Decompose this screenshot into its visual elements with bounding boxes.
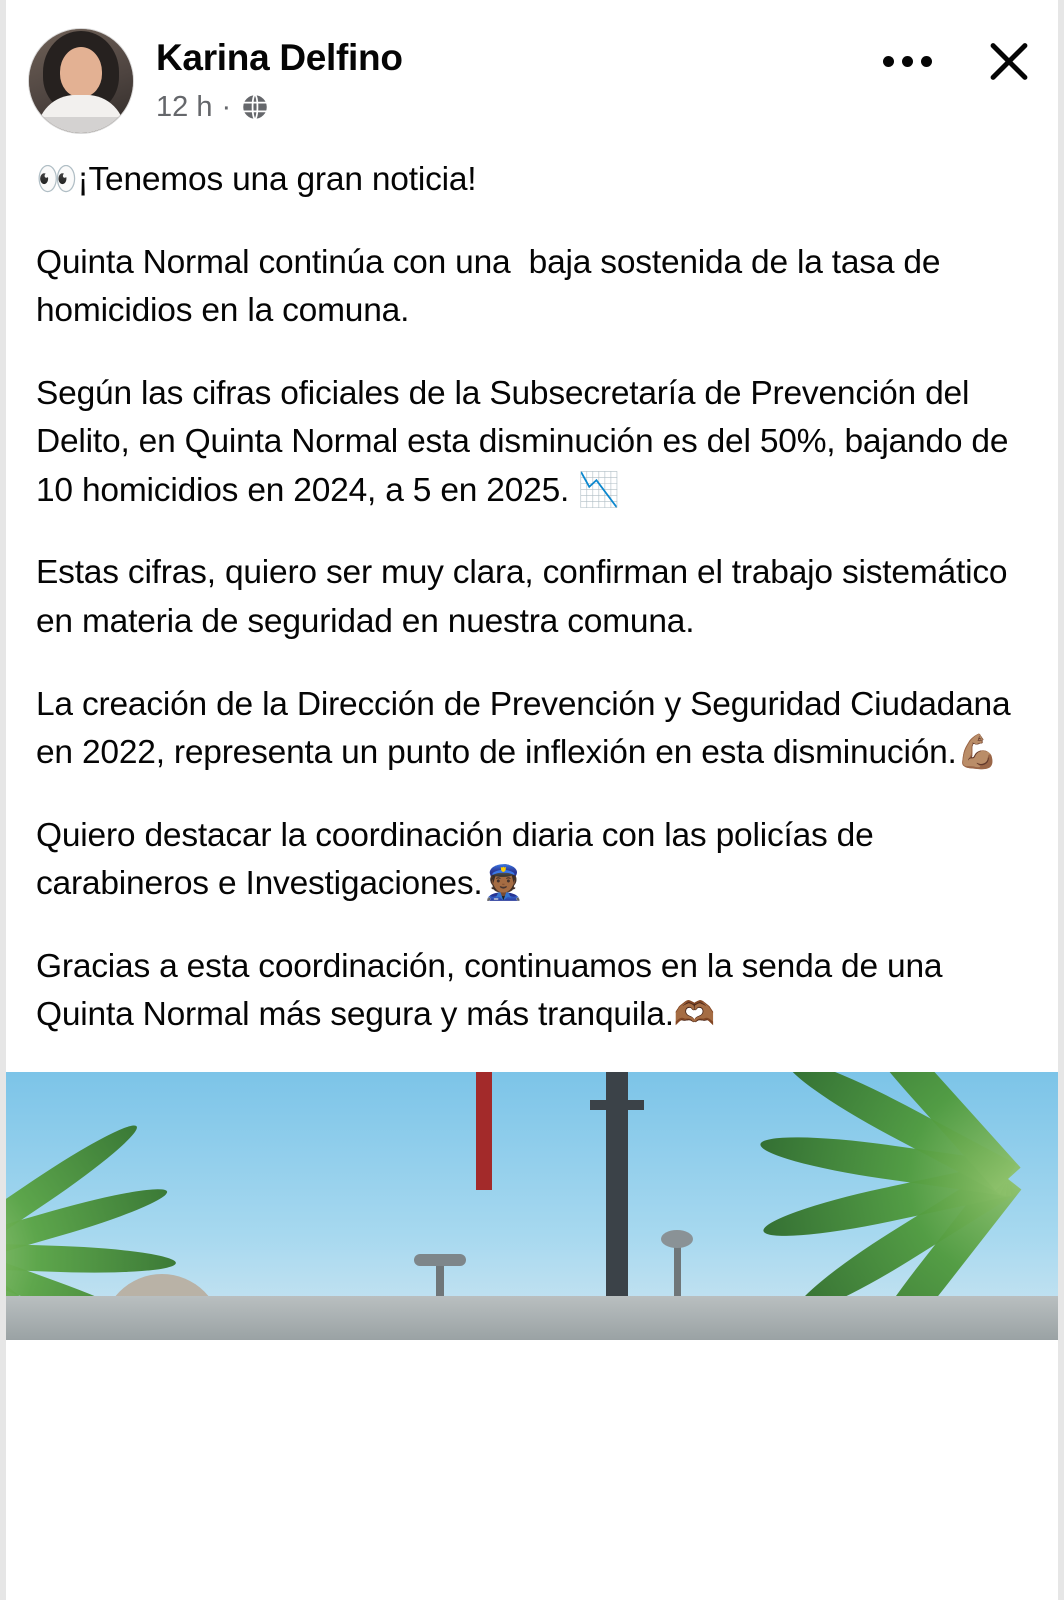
avatar[interactable] <box>28 28 134 134</box>
post-paragraph: Quinta Normal continúa con una baja sostenida de la tasa de homicidios en la comuna. <box>36 243 950 330</box>
post-paragraph: 👀¡Tenemos una gran noticia! <box>36 161 477 198</box>
post-meta <box>156 91 1040 124</box>
more-options-icon[interactable] <box>879 46 936 77</box>
avatar-shadow <box>29 117 133 133</box>
post-media-image[interactable] <box>6 1072 1058 1340</box>
post-paragraph: Según las cifras oficiales de la Subsecretaría de Prevención del Delito, en Quinta Normal esta disminución es del 50%, bajando de 10 homicidios en 2024, a 5 en 2025. 📉 <box>36 374 1018 509</box>
close-icon[interactable] <box>980 32 1038 90</box>
avatar-face <box>60 47 102 97</box>
post-paragraph: La creación de la Dirección de Prevención y Seguridad Ciudadana en 2022, representa un punto de inflexión en esta disminución.💪🏽 <box>36 685 1020 772</box>
post-header <box>6 10 1058 134</box>
right-gutter <box>1058 0 1064 1600</box>
meta-separator: · <box>221 90 232 123</box>
author-name[interactable]: Karina Delfino <box>156 37 403 78</box>
post-paragraph: Gracias a esta coordinación, continuamos en la senda de una Quinta Normal más segura y más tranquila.🫶🏾 <box>36 947 952 1034</box>
post-timestamp[interactable]: 12 h <box>156 90 213 123</box>
header-actions <box>879 32 1038 90</box>
post-card <box>6 10 1058 1048</box>
post-paragraph: Estas cifras, quiero ser muy clara, confirman el trabajo sistemático en materia de seguridad en nuestra comuna. <box>36 554 1017 640</box>
globe-icon[interactable] <box>240 92 270 122</box>
post-paragraph: Quiero destacar la coordinación diaria con las policías de carabineros e Investigaciones.👮🏾 <box>36 816 883 903</box>
media-ground <box>6 1296 1058 1340</box>
post-text <box>6 134 1058 1048</box>
media-red-pole <box>476 1072 492 1190</box>
